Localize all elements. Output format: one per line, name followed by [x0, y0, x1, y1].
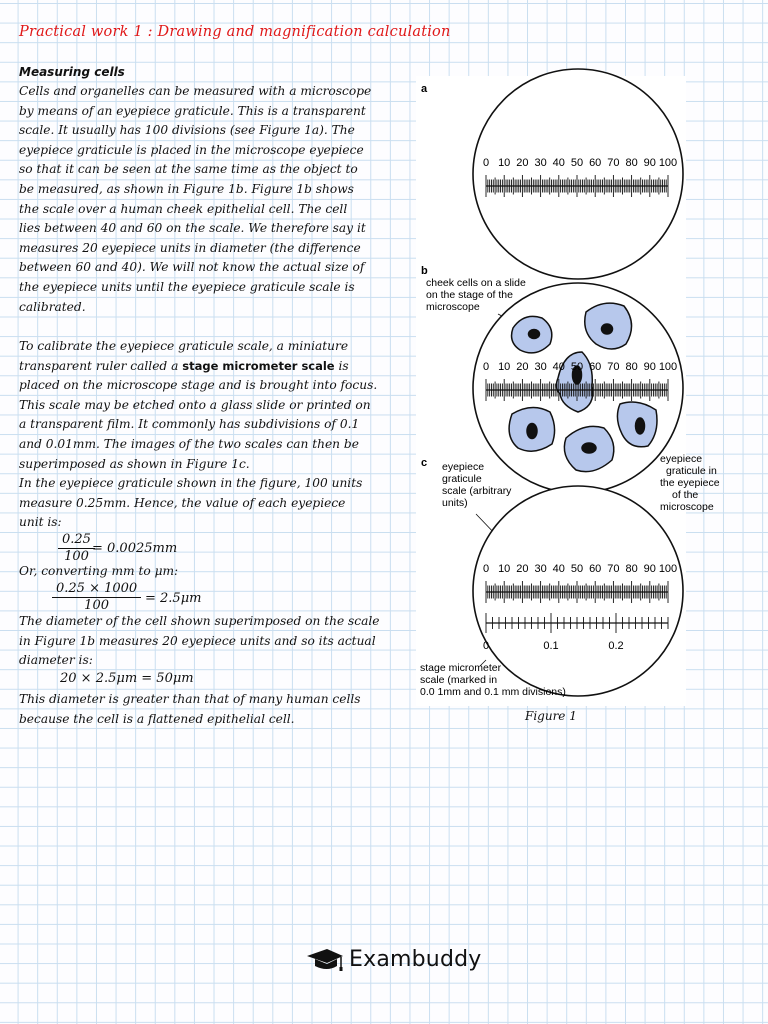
scale-number: 10: [498, 361, 511, 373]
text-fragment: transparent ruler called a: [19, 358, 183, 373]
cell-nucleus: [527, 424, 537, 439]
scale-number: 40: [552, 361, 565, 373]
scale-number: 20: [516, 157, 529, 169]
text-line: be measured, as shown in Figure 1b. Figure 1b shows: [19, 181, 354, 196]
figure-1: [416, 76, 720, 706]
stage-label-line: stage micrometer: [420, 662, 502, 674]
text-line: eyepiece graticule is placed in the microscope eyepiece: [19, 142, 364, 157]
text-line: by means of an eyepiece graticule. This is a transparent: [19, 103, 366, 118]
scale-number: 30: [534, 361, 547, 373]
equation-result-1: = 0.0025mm: [92, 541, 178, 556]
text-line: This scale may be etched onto a glass slide or printed on: [19, 397, 371, 412]
equation-result-2: = 2.5μm: [145, 591, 202, 606]
text-line: This diameter is greater than that of many human cells: [19, 692, 361, 706]
denominator: 100: [84, 598, 109, 613]
scale-number: 0: [482, 157, 490, 169]
paragraph-intro: [19, 82, 394, 317]
logo-text: Exambuddy: [349, 946, 482, 972]
text-line: unit is:: [19, 515, 62, 530]
label-c: c: [421, 457, 428, 469]
text-line: in Figure 1b measures 20 eyepiece units and so its actual: [19, 633, 376, 648]
cheek-label-line: on the stage of the: [426, 289, 513, 301]
text-line: lies between 40 and 60 on the scale. We therefore say it: [19, 221, 366, 236]
arb-label-line: eyepiece: [442, 461, 485, 473]
scale-number: 40: [552, 563, 565, 575]
scale-number: 0: [482, 563, 490, 575]
scale-number: 90: [643, 361, 656, 373]
scale-number: 80: [625, 157, 638, 169]
text-line: calibrated.: [19, 299, 86, 314]
paragraph-conclusion: [19, 690, 394, 729]
cell-nucleus: [636, 418, 645, 434]
converting-line: [19, 562, 394, 582]
text-line: To calibrate the eyepiece graticule scale, a miniature: [19, 339, 349, 353]
scale-number: 20: [516, 563, 529, 575]
stage-number: 0.2: [608, 640, 624, 652]
text-fragment: is: [334, 358, 349, 373]
arb-label-line: graticule: [442, 473, 482, 485]
scale-number: 40: [552, 157, 565, 169]
field-of-view-a: [473, 69, 683, 279]
exambuddy-logo: [305, 944, 482, 974]
numerator: 0.25: [58, 532, 95, 549]
scale-number: 60: [589, 361, 602, 373]
scale-number: 100: [658, 157, 678, 169]
cheek-label-line: microscope: [426, 301, 480, 313]
scale-number: 50: [570, 361, 584, 373]
stage-label-line: scale (marked in: [420, 674, 498, 686]
key-term: stage micrometer scale: [182, 358, 335, 373]
text-line: In the eyepiece graticule shown in the figure, 100 units: [19, 476, 363, 491]
cell-nucleus: [582, 443, 596, 453]
text-line: the scale over a human cheek epithelial cell. The cell: [19, 201, 348, 216]
scale-number: 20: [516, 361, 529, 373]
scale-number: 10: [498, 157, 511, 169]
equation-fraction-1: [58, 532, 95, 565]
text-line: placed on the microscope stage and is brought into focus.: [19, 378, 378, 393]
equation-3: 20 × 2.5μm = 50μm: [60, 671, 194, 686]
text-line: [19, 357, 394, 377]
section-heading: Measuring cells: [19, 65, 125, 79]
text-line: measure 0.25mm. Hence, the value of each eyepiece: [19, 495, 346, 510]
text-line: the eyepiece units until the eyepiece graticule scale is: [19, 279, 355, 294]
text-line: so that it can be seen at the same time as the object to: [19, 162, 358, 177]
paragraph-calibration: [19, 337, 394, 533]
scale-number: 90: [643, 157, 656, 169]
text-line: The diameter of the cell shown superimposed on the scale: [19, 614, 380, 628]
graticule-label-line: graticule in: [666, 465, 717, 477]
numerator: 0.25 × 1000: [52, 581, 141, 598]
arb-label-line: units): [442, 497, 468, 509]
scale-number: 70: [607, 361, 620, 373]
scale-number: 60: [589, 563, 602, 575]
graticule-label-line: of the: [672, 489, 699, 501]
graduation-cap-icon: [305, 946, 345, 972]
text-line: a transparent film. It commonly has subdivisions of 0.1: [19, 417, 360, 432]
stage-number: 0.1: [543, 640, 559, 652]
scale-number: 70: [607, 563, 620, 575]
text-line: Or, converting mm to μm:: [19, 564, 179, 578]
stage-number: 0: [482, 640, 490, 652]
scale-number: 10: [498, 563, 511, 575]
scale-number: 100: [658, 563, 678, 575]
text-line: scale. It usually has 100 divisions (see Figure 1a). The: [19, 123, 355, 138]
text-line: measures 20 eyepiece units in diameter (the difference: [19, 240, 361, 255]
cheek-label-line: cheek cells on a slide: [426, 277, 526, 289]
text-line: and 0.01mm. The images of the two scales can then be: [19, 436, 359, 451]
cell-nucleus: [529, 330, 540, 339]
cell-nucleus: [602, 324, 613, 334]
figure-caption: Figure 1: [525, 709, 577, 723]
scale-number: 80: [625, 361, 638, 373]
text-line: because the cell is a flattened epithelial cell.: [19, 711, 295, 726]
text-line: between 60 and 40). We will not know the actual size of: [19, 260, 365, 275]
scale-number: 70: [607, 157, 620, 169]
graticule-label-line: the eyepiece: [660, 477, 720, 489]
denominator: 100: [64, 549, 89, 564]
equation-fraction-2: [52, 581, 141, 614]
scale-number: 90: [643, 563, 656, 575]
label-b: b: [421, 265, 428, 277]
scale-number: 80: [625, 563, 638, 575]
text-line: Cells and organelles can be measured with a microscope: [19, 84, 372, 98]
scale-number: 0: [482, 361, 490, 373]
scale-number: 50: [570, 563, 584, 575]
graticule-label-line: eyepiece: [660, 453, 703, 465]
graticule-label-line: microscope: [660, 501, 714, 513]
text-line: superimposed as shown in Figure 1c.: [19, 456, 250, 471]
page-title: Practical work 1 : Drawing and magnification calculation: [19, 24, 451, 40]
scale-number: 30: [534, 157, 547, 169]
label-a: a: [421, 83, 428, 95]
scale-number: 100: [658, 361, 678, 373]
arb-label-line: scale (arbitrary: [442, 485, 512, 497]
stage-label-line: 0.0 1mm and 0.1 mm divisions): [420, 686, 566, 698]
scale-number: 30: [534, 563, 547, 575]
scale-number: 50: [570, 157, 584, 169]
scale-number: 60: [589, 157, 602, 169]
figure-diagram: [416, 76, 720, 706]
text-line: diameter is:: [19, 653, 93, 668]
paragraph-diameter: [19, 612, 394, 671]
